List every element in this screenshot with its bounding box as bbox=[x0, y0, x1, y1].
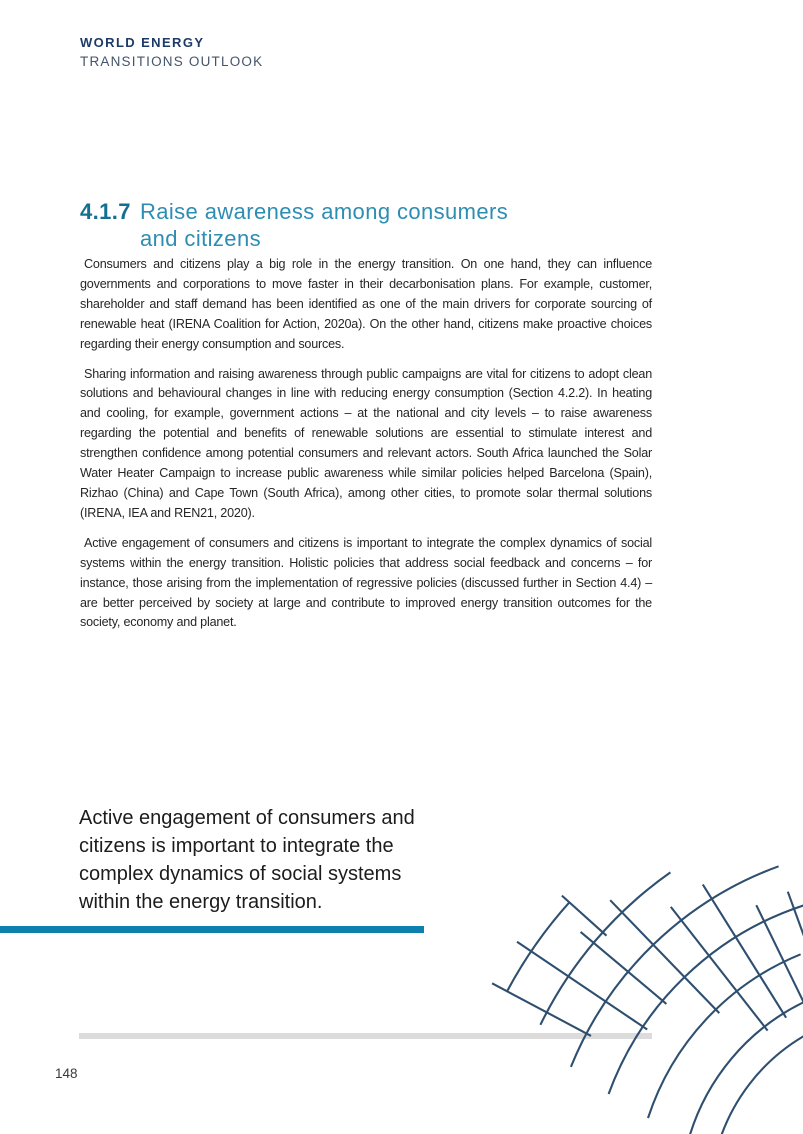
page-number: 148 bbox=[55, 1066, 78, 1081]
body-text bbox=[80, 255, 652, 643]
report-header bbox=[80, 35, 263, 69]
fan-arc-rings bbox=[507, 866, 803, 1134]
pull-quote-line: complex dynamics of social systems bbox=[79, 863, 402, 885]
quote-accent-bar bbox=[0, 926, 424, 933]
pull-quote-line: citizens is important to integrate the bbox=[79, 835, 394, 857]
paragraph-1: Consumers and citizens play a big role in the energy transition. On one hand, they can influence governments and corporations to move faster in their decarbonisation plans. For example, customer, shareholder and staff demand has been identified as one of the main drivers for corporate sourcing of renewable heat (IRENA Coalition for Action, 2020a). On the other hand, citizens make proactive choices regarding their energy consumption and sources. bbox=[80, 257, 652, 351]
section-heading bbox=[80, 198, 508, 252]
pull-quote-line: within the energy transition. bbox=[79, 891, 323, 913]
pull-quote bbox=[79, 804, 449, 916]
paragraph-3: Active engagement of consumers and citizens is important to integrate the complex dynamics of social systems within the energy transition. Holistic policies that address social feedback and concerns – for instance, those arising from the implementation of regressive policies (discussed further in Section 4.4) – are better perceived by society at large and contribute to improved energy transition outcomes for the society, economy and planet. bbox=[80, 535, 652, 630]
section-title-part1: Raise awareness among consumers bbox=[139, 199, 509, 224]
section-heading-line1 bbox=[80, 198, 508, 225]
report-title-bold: WORLD ENERGY bbox=[80, 35, 205, 50]
paragraph-2: Sharing information and raising awareness through public campaigns are vital for citizens to adopt clean solutions and behavioural changes in line with reducing energy consumption (Section 4.2.2). In heating and cooling, for example, government actions – at the national and city levels – to raise awareness regarding the potential and benefits of renewable solutions are essential to stimulate interest and strengthen confidence among potential consumers and relevant actors. South Africa launched the Solar Water Heater Campaign to increase public awareness while similar policies helped Barcelona (Spain), Rizhao (China) and Cape Town (South Africa), among other cities, to promote solar thermal solutions (IRENA, IEA and REN21, 2020). bbox=[80, 366, 652, 520]
report-title-light: TRANSITIONS OUTLOOK bbox=[80, 54, 264, 69]
pull-quote-line: Active engagement of consumers and bbox=[79, 807, 415, 829]
section-number: 4.1.7 bbox=[80, 199, 131, 224]
footer-divider-bar bbox=[79, 1033, 652, 1039]
section-title-part2: and citizens bbox=[140, 226, 261, 251]
fan-radial-spokes bbox=[492, 885, 803, 1036]
